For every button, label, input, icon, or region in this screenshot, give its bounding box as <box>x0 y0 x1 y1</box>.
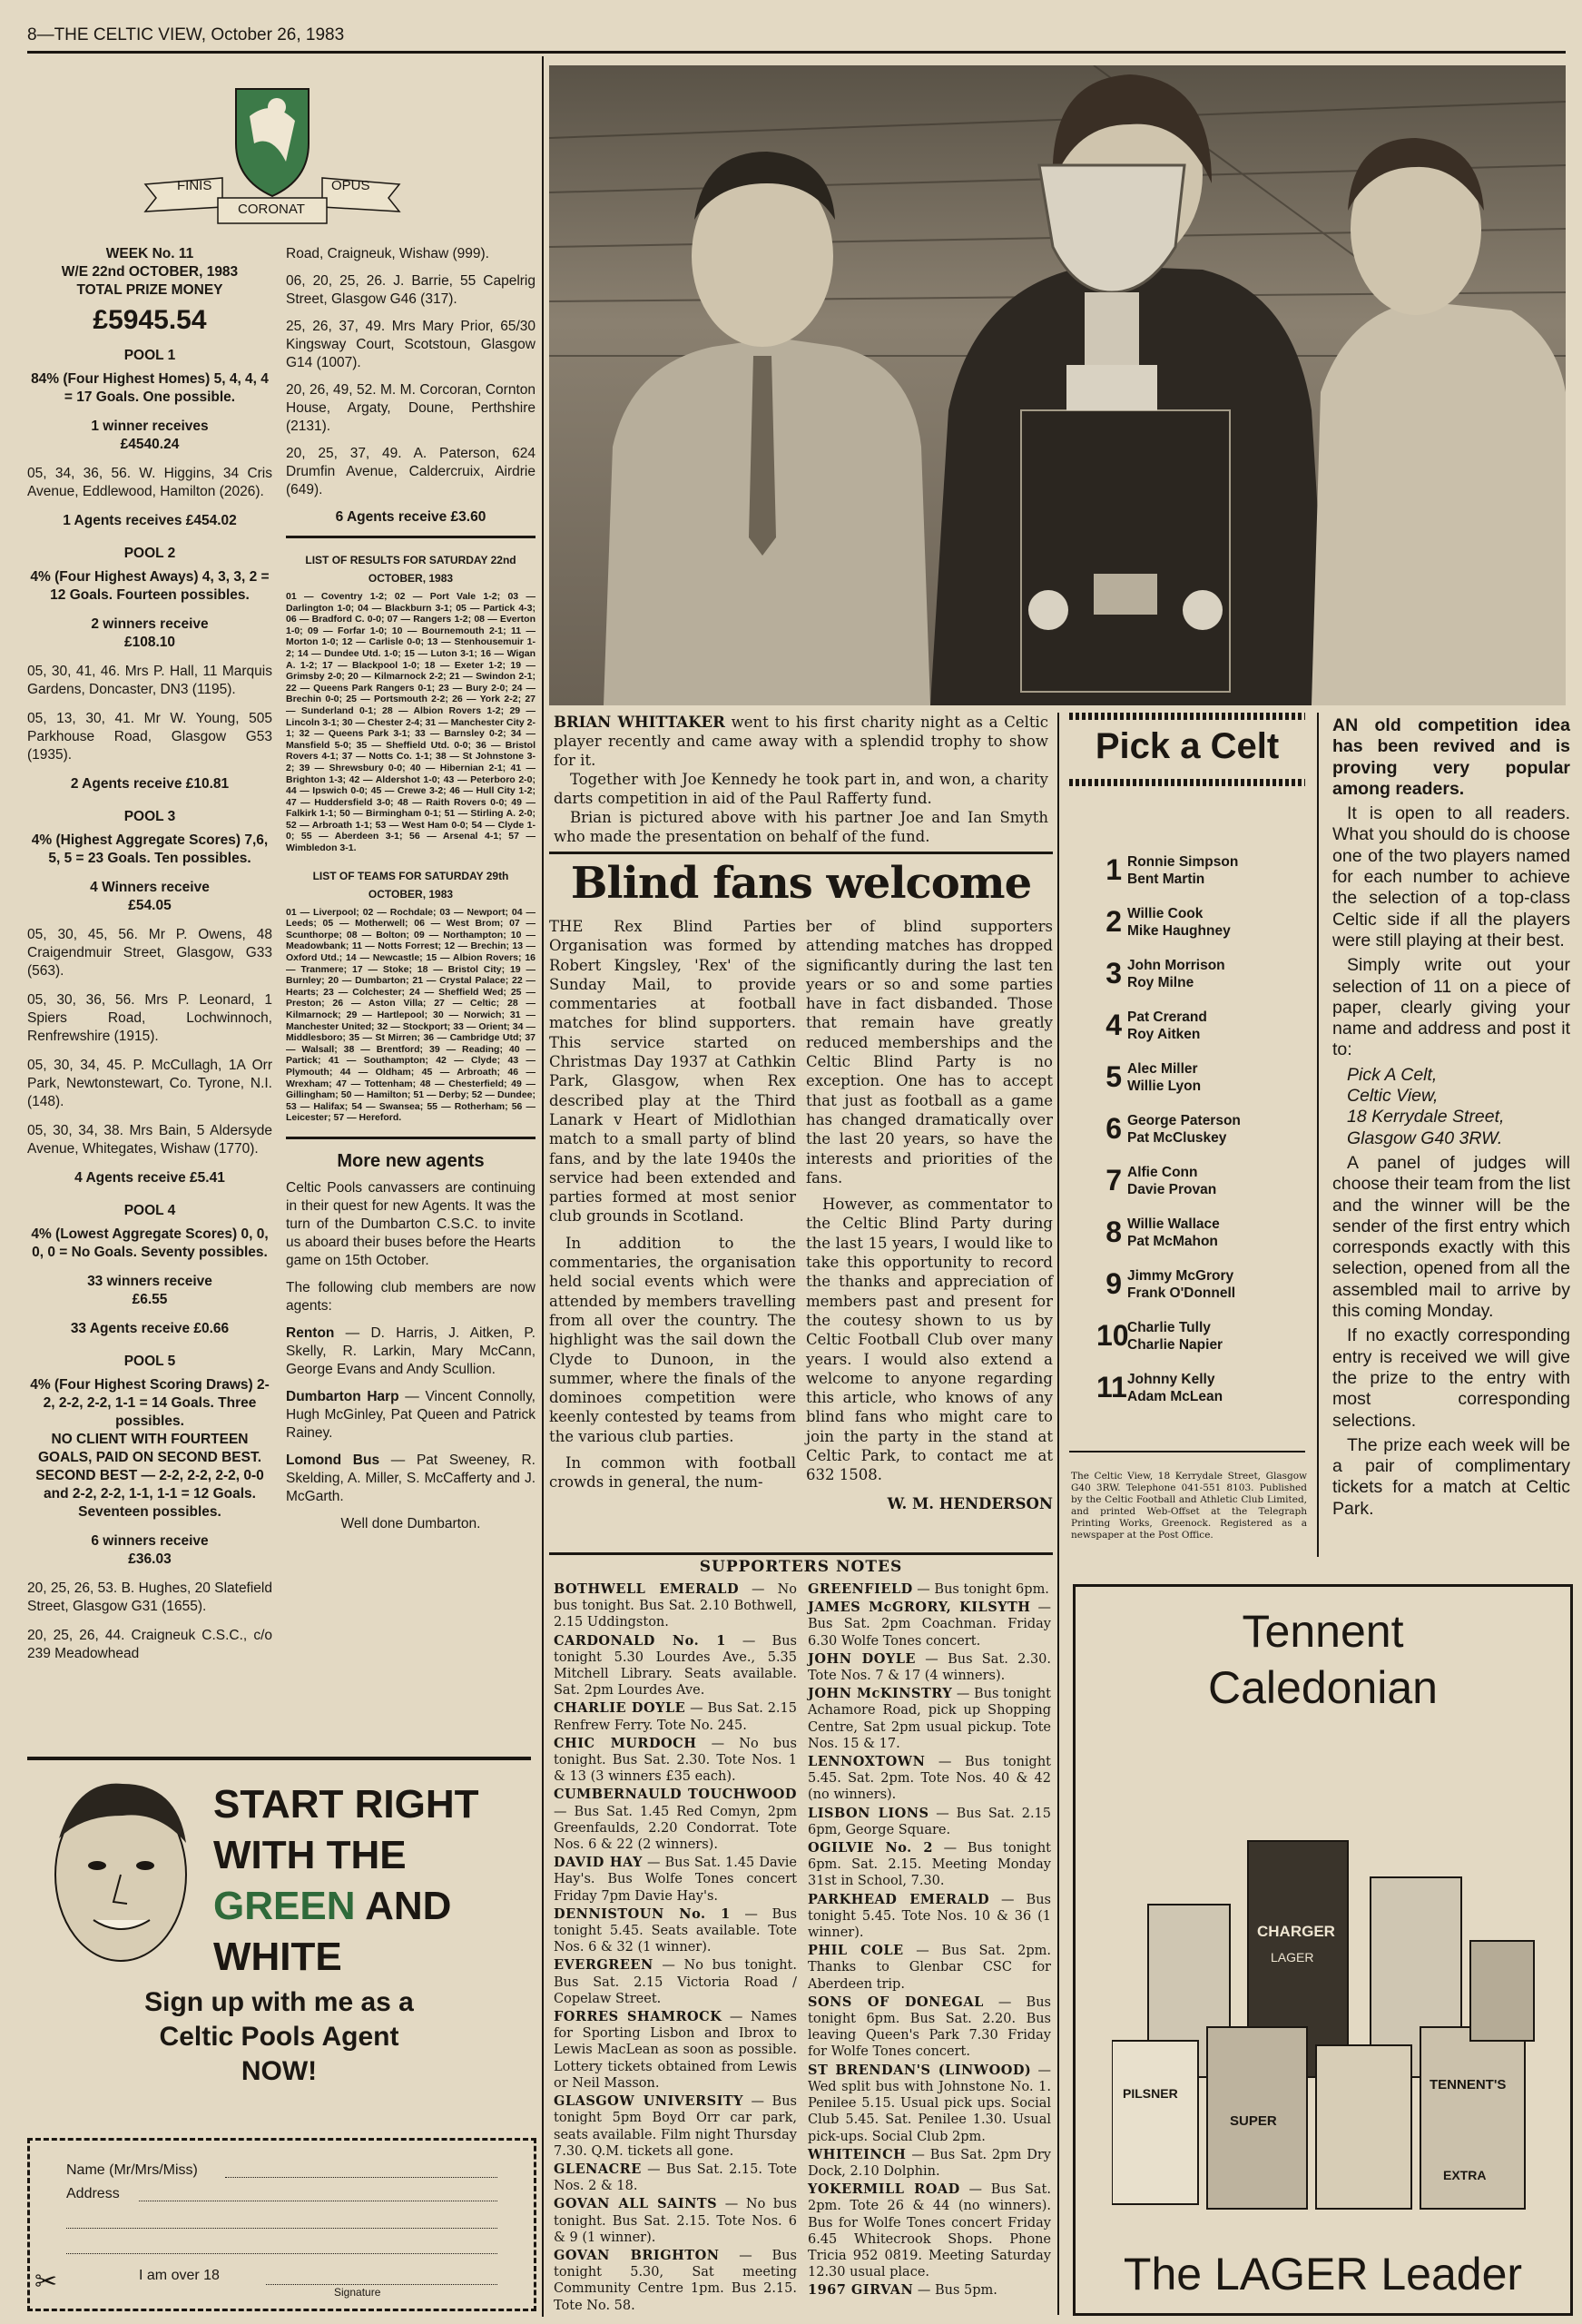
agents-harp <box>286 1388 536 1443</box>
pool1-winner-count: 1 winner receives <box>91 419 209 434</box>
pools-continued <box>286 245 536 1542</box>
pool4-agents: 33 Agents receive £0.66 <box>70 1321 230 1336</box>
club-name: BOTHWELL EMERALD <box>554 1581 740 1597</box>
results-list: 01 — Coventry 1-2; 02 — Port Vale 1-2; 03 — Darlington 1-0; 04 — Blackburn 3-1; 05 — Partick 4-3; 06 — Bradford C. 0-0; 07 — Rangers 1-2; 08 — Everton 1-0; 09 — Forfar 1-0; 10 — Bournemouth 2-1; 11 — Morton 1-0; 12 — Carlisle 0-0; 13 — Stenhousemuir 1-2; 14 — Dundee Utd. 1-0; 15 — Luton 3-1; 16 — Wigan A. 1-2; 17 — Blackpool 1-0; 18 — Exeter 1-2; 19 — Grimsby 2-0; 20 — Kilmarnock 2-2; 21 — Swindon 2-1; 22 — Queens Park Rangers 0-1; 23 — Bury 2-0; 24 — Brechin 0-0; 25 — Portsmouth 2-2; 26 — York 2-2; 27 — Sunderland 0-1; 28 — Albion Rovers 1-2; 29 — Lincoln 3-1; 30 — Chester 2-4; 31 — Manchester City 2-1; 32 — Queens Park 3-1; 33 — Barnsley 0-2; 34 — Mansfield 5-0; 35 — Sheffield Utd. 0-0; 36 — Bristol Rovers 4-1; 37 — Notts Co. 1-1; 38 — St Johnstone 3-2; 39 — Shrewsbury 0-0; 40 — Hibernian 2-1; 41 — Brighton 1-3; 42 — Aldershot 1-0; 43 — Peterboro 2-0; 44 — Ipswich 0-0; 45 — Crewe 3-2; 46 — Hull City 1-2; 47 — Huddersfield 3-0; 48 — Raith Rovers 0-0; 49 — Falkirk 1-1; 50 — Birmingham 0-1; 51 — Stirling A. 2-0; 52 — Arbroath 1-1; 53 — West Ham 0-0; 54 — Clyde 1-0; 55 — Aberdeen 3-1; 56 — Arsenal 4-1; 57 — Wimbledon 3-1. <box>286 591 536 854</box>
coupon-address-line[interactable] <box>66 2253 497 2254</box>
club-name: GREENFIELD <box>808 1581 913 1597</box>
player-option: Willie Wallace <box>1127 1216 1220 1232</box>
club-agents: — D. Harris, J. Aitken, P. Skelly, R. Larkin, Mary McCann, George Evans and Andy Scullion. <box>286 1324 536 1377</box>
player-option: Alec Miller <box>1127 1060 1198 1077</box>
advert-sub-3: NOW! <box>241 2056 318 2086</box>
club-name: LENNOXTOWN <box>808 1754 926 1770</box>
supporters-note <box>554 1906 797 1956</box>
pick-border <box>1069 779 1305 786</box>
pools-results <box>27 245 272 1674</box>
caption-lead: BRIAN WHITTAKER <box>554 714 725 731</box>
blind-column-2 <box>806 917 1053 1513</box>
note-text: — Bus Sat. 2pm. Tote 26 & 44 (no winners). Bus for Wolfe Tones concert Friday 6.45 Whitecrook Shops. Phone Tricia 952 0819. Meeting Saturday 12.30 usual place. <box>808 2182 1051 2280</box>
club-agents: — Pat Sweeney, R. Skelding, A. Miller, S. McCafferty and J. McGarth. <box>286 1452 536 1504</box>
supporters-column-2 <box>808 1581 1051 2301</box>
section-rule <box>27 1757 531 1760</box>
note-text: — Bus tonight 6pm. Bus Sat. 2.20. Bus leaving Queen's Park 7.30 Friday for Wolfe Tones concert. <box>808 1994 1051 2060</box>
note-text: — Bus tonight 5.45. Tote Nos. 10 & 36 (1 winner). <box>808 1892 1051 1941</box>
player-option: Ronnie Simpson <box>1127 853 1239 870</box>
coupon-address-line[interactable] <box>66 2228 497 2229</box>
player-option: Davie Provan <box>1127 1181 1217 1197</box>
supporters-note <box>808 1754 1051 1804</box>
club-name: CHARLIE DOYLE <box>554 1700 686 1717</box>
pool5-title: POOL 5 <box>123 1354 176 1369</box>
note-text: — Bus tonight Achamore Road, pick up Shopping Centre, Sat 2pm usual pickup. Tote Nos. 15 & 17. <box>808 1687 1051 1751</box>
club-name: CHIC MURDOCH <box>554 1735 697 1751</box>
pool5-entry: 20, 26, 49, 52. M. M. Corcoran, Cornton House, Argaty, Doune, Perthshire (2131). <box>286 382 536 434</box>
week-number: WEEK No. 11 <box>105 246 194 261</box>
note-text: — Bus Sat. 2pm. Thanks to Glenbar CSC for Aberdeen trip. <box>808 1944 1051 1992</box>
pool3-entry: 05, 30, 34, 38. Mrs Bain, 5 Aldersyde Avenue, Whitegates, Wishaw (1770). <box>27 1123 272 1157</box>
advert-green: GREEN <box>213 1884 356 1928</box>
pool3-entry: 05, 30, 36, 56. Mrs P. Leonard, 1 Spiers Road, Lochwinnoch, Renfrewshire (1915). <box>27 992 272 1044</box>
advert-headline-1: START RIGHT <box>213 1782 479 1827</box>
club-name: CUMBERNAULD TOUCHWOOD <box>554 1787 797 1803</box>
note-text: — Bus tonight 5pm Boyd Orr car park, seats available. Film night Thursday 7.30. Q.M. tickets all gone. <box>554 2094 797 2159</box>
article-byline: W. M. HENDERSON <box>887 1494 1053 1512</box>
pick-row <box>1096 1206 1305 1258</box>
masthead-rule <box>27 51 1566 54</box>
supporters-note <box>808 1840 1051 1890</box>
advert-headline-2: WITH THE <box>213 1833 407 1877</box>
pick-number: 7 <box>1105 1164 1122 1196</box>
supporters-note <box>808 1943 1051 1993</box>
blind-column-1 <box>549 917 796 1492</box>
article-title: More new agents <box>337 1150 485 1171</box>
caption-lead-text: went to his first charity night as a Celtic player recently and came away with a splendid trophy to show for it. <box>554 714 1049 769</box>
note-text: — No bus tonight. Bus Sat. 2.10 Bothwell, 2.15 Uddingston. <box>554 1582 797 1630</box>
supporters-note <box>554 1787 797 1853</box>
pool1-entry: 05, 34, 36, 56. W. Higgins, 34 Cris Avenue, Eddlewood, Hamilton (2026). <box>27 466 272 499</box>
player-option: Mike Haughney <box>1127 922 1231 939</box>
more-agents-article <box>286 1152 536 1533</box>
week-ending: W/E 22nd OCTOBER, 1983 <box>61 264 239 280</box>
supporters-note <box>808 1651 1051 1684</box>
pool5-amount: £36.03 <box>128 1551 172 1567</box>
note-text: — Wed split bus with Johnstone No. 1. Penilee 5.15. Usual pick ups. Social Club 5.45. Sat. Penilee 1.30. Usual pick-ups. Social Club 2pm. <box>808 2063 1051 2144</box>
note-text: — Bus Sat. 2pm Dry Dock, 2.10 Dolphin. <box>808 2147 1051 2179</box>
pick-number: 8 <box>1105 1216 1122 1248</box>
coupon-signature-label: Signature <box>334 2286 381 2299</box>
address-line: Pick A Celt, <box>1347 1064 1438 1085</box>
pick-players <box>1127 1060 1201 1095</box>
advert-sub-1: Sign up with me as a <box>144 1987 414 2017</box>
agents-lomond <box>286 1452 536 1506</box>
column-rule <box>1057 713 1059 2315</box>
note-text: — Bus Sat. 2.15 6pm, George Square. <box>808 1806 1052 1837</box>
agent-coupon <box>27 2138 536 2311</box>
pick-number: 3 <box>1105 957 1122 990</box>
article-paragraph: In addition to the commentaries, the organisation held social events which were attended by members travelling from all over the country. The highlight was the sail down the Clyde to Dunoon, in the summer, where the finals of the dominoes competition were keenly contested by teams from the various club parties. <box>549 1234 796 1445</box>
photo-caption <box>554 713 1048 846</box>
pool1-title: POOL 1 <box>123 348 176 363</box>
can-label: TENNENT'S <box>1430 2077 1507 2093</box>
scissors-icon: ✂ <box>34 2267 58 2297</box>
beer-cans-illustration <box>1112 1823 1538 2231</box>
note-text: — Bus Sat. 2pm Coachman. Friday 6.30 Wolfe Tones concert. <box>808 1600 1051 1649</box>
supporters-note <box>554 1855 797 1905</box>
player-option: Willie Lyon <box>1127 1078 1202 1094</box>
pick-players <box>1127 1009 1207 1043</box>
pick-row <box>1096 896 1305 948</box>
supporters-note <box>554 1633 797 1699</box>
player-option: Alfie Conn <box>1127 1164 1198 1180</box>
pick-row <box>1096 948 1305 1000</box>
supporters-note <box>808 1892 1051 1942</box>
club-agents: — Vincent Connolly, Hugh McGinley, Pat Queen and Patrick Rainey. <box>286 1388 536 1441</box>
section-rule <box>1069 1451 1305 1452</box>
pool5-entry: 25, 26, 37, 49. Mrs Mary Prior, 65/30 Kingsway Court, Scotstoun, Glasgow G14 (1007). <box>286 319 536 370</box>
pool2-entry: 05, 30, 41, 46. Mrs P. Hall, 11 Marquis Gardens, Doncaster, DN3 (1195). <box>27 664 272 697</box>
pick-list <box>1096 844 1305 1413</box>
club-name: EVERGREEN <box>554 1957 653 1974</box>
note-text: — Bus tonight 5.30, Sat meeting Community Centre 1pm. Bus 2.15. Tote No. 58. <box>554 2248 797 2313</box>
pick-number: 1 <box>1105 853 1122 886</box>
supporters-note <box>554 1736 797 1786</box>
pick-title: Pick a Celt <box>1095 726 1280 766</box>
supporters-note <box>808 1806 1051 1838</box>
pick-row <box>1096 1258 1305 1310</box>
pick-number: 4 <box>1105 1009 1122 1041</box>
address-line: 18 Kerrydale Street, <box>1347 1107 1505 1128</box>
pool4-amount: £6.55 <box>132 1292 168 1307</box>
club-name: Dumbarton Harp <box>286 1388 399 1404</box>
player-option: Roy Aitken <box>1127 1026 1201 1042</box>
can-label: SUPER <box>1230 2113 1277 2129</box>
supporters-note <box>808 1581 1051 1598</box>
pick-players <box>1127 1164 1216 1198</box>
pool3-title: POOL 3 <box>123 809 176 824</box>
note-text: — No bus tonight. Bus Sat. 2.15. Tote Nos. 6 & 9 (1 winner). <box>554 2197 797 2245</box>
pool1-amount: £4540.24 <box>120 437 180 452</box>
pick-row <box>1096 1362 1305 1413</box>
coupon-name-label: Name (Mr/Mrs/Miss) <box>66 2162 198 2178</box>
supporters-note <box>808 1994 1051 2061</box>
supporters-note <box>554 1700 797 1733</box>
trophy-photo <box>549 65 1566 705</box>
club-name: PHIL COLE <box>808 1943 904 1959</box>
supporters-note <box>808 2063 1051 2145</box>
pick-players <box>1127 1216 1220 1250</box>
total-prize-money: £5945.54 <box>93 305 207 335</box>
pick-players <box>1127 1112 1241 1147</box>
ad-brand-line-2: Caledonian <box>1208 1662 1438 1713</box>
note-text: — Bus tonight 5.30 Lourdes Ave., 5.35 Mitchell Library. Seats available. Sat. 2pm Lourdes Ave. <box>554 1633 797 1699</box>
club-name: JAMES McGRORY, KILSYTH <box>808 1600 1031 1616</box>
pick-row <box>1096 1000 1305 1051</box>
pool5-entry: 20, 25, 37, 49. A. Paterson, 624 Drumfin Avenue, Caldercruix, Airdrie (649). <box>286 446 536 497</box>
competition-paragraph: The prize each week will be a pair of complimentary tickets for a match at Celtic Park. <box>1332 1434 1570 1519</box>
results-title: LIST OF RESULTS FOR SATURDAY 22nd OCTOBER, 1983 <box>305 554 516 585</box>
article-paragraph: The following club members are now agents: <box>286 1279 536 1314</box>
pool3-entry: 05, 30, 34, 45. P. McCullagh, 1A Orr Park, Newtonstewart, Co. Tyrone, N.I. (148). <box>27 1058 272 1109</box>
column-rule <box>542 56 544 2317</box>
pick-players <box>1127 1267 1235 1302</box>
supporters-note <box>808 2181 1051 2280</box>
pool3-entry: 05, 30, 45, 56. Mr P. Owens, 48 Craigendmuir Street, Glasgow, G33 (563). <box>27 927 272 979</box>
pool4-description: 4% (Lowest Aggregate Scores) 0, 0, 0, 0 = No Goals. Seventy possibles. <box>31 1226 269 1260</box>
competition-article <box>1332 715 1570 1523</box>
club-name: ST BRENDAN'S (LINWOOD) <box>808 2062 1032 2078</box>
can-label: CHARGER <box>1257 1923 1335 1940</box>
note-text: — No bus tonight. Bus Sat. 2.30. Tote Nos. 1 & 13 (3 winners £35 each). <box>554 1736 797 1785</box>
pick-number: 6 <box>1105 1112 1122 1145</box>
ad-brand-line-1: Tennent <box>1242 1606 1404 1657</box>
player-option: John Morrison <box>1127 957 1225 973</box>
total-prize-label: TOTAL PRIZE MONEY <box>76 282 223 298</box>
note-text: — Bus Sat. 2.15 Renfrew Ferry. Tote No. 245. <box>554 1701 797 1733</box>
section-rule <box>549 852 1053 854</box>
address-line: Celtic View, <box>1347 1086 1439 1107</box>
pool3-winner-count: 4 Winners receive <box>90 880 210 895</box>
club-name: CARDONALD No. 1 <box>554 1632 726 1649</box>
supporters-note <box>554 2009 797 2092</box>
article-paragraph: THE Rex Blind Parties Organisation was formed by Robert Kingsley, 'Rex' of the Sunday Mail, to provide commentaries at football matches for blind supporters. This service started on Christmas Day 1937 at Cathkin Park, Glasgow, when Rex described play at the Third Lanark v Heart of Midlothian match to a small party of blind fans, and by the late 1940s the service had been extended and parties formed at most senior club grounds in Scotland. <box>549 918 796 1226</box>
player-option: Jimmy McGrory <box>1127 1267 1234 1284</box>
supporters-note <box>808 2282 1051 2299</box>
pool2-entry: 05, 13, 30, 41. Mr W. Young, 505 Parkhouse Road, Glasgow G53 (1935). <box>27 711 272 763</box>
section-rule <box>286 536 536 538</box>
column-rule <box>1317 713 1319 1557</box>
pick-row <box>1096 844 1305 896</box>
agents-renton <box>286 1324 536 1379</box>
pool5-winner-count: 6 winners receive <box>91 1533 209 1549</box>
club-name: Renton <box>286 1324 335 1341</box>
pool2-winner-count: 2 winners receive <box>91 616 209 632</box>
pool1-agents: 1 Agents receives £454.02 <box>63 513 237 528</box>
can-label: LAGER <box>1271 1950 1314 1965</box>
supporters-note <box>554 2093 797 2160</box>
pick-players <box>1127 1319 1223 1354</box>
pool5-agents: 6 Agents receive £3.60 <box>335 509 486 525</box>
supporters-note <box>554 2196 797 2246</box>
crest-motto-right: OPUS <box>331 178 370 193</box>
crest-motto-bottom: CORONAT <box>238 202 305 217</box>
supporters-note <box>808 1686 1051 1752</box>
club-name: Lomond Bus <box>286 1452 380 1468</box>
teams-list: 01 — Liverpool; 02 — Rochdale; 03 — Newport; 04 — Leeds; 05 — Motherwell; 06 — West Brom; 07 — Scunthorpe; 08 — Bolton; 09 — Northampton; 10 — Meadowbank; 11 — Notts Forrest; 12 — Brechin; 13 — Oxford Utd.; 14 — Newcastle; 15 — Albion Rovers; 16 — Tranmere; 17 — Stoke; 18 — Bristol City; 19 — Burnley; 20 — Dumbarton; 21 — Crystal Palace; 22 — Hearts; 23 — Colchester; 24 — Sheffield Wed; 25 — Preston; 26 — Aston Villa; 27 — Celtic; 28 — Kilmarnock; 29 — Hartlepool; 30 — Norwich; 31 — Manchester United; 32 — Stockport; 33 — Orient; 34 — Middlesboro; 35 — St Mirren; 36 — Cambridge Utd; 37 — Walsall; 38 — Brentford; 39 — Reading; 40 — Partick; 41 — Southampton; 42 — Clyde; 43 — Plymouth; 44 — Oldham; 45 — Arbroath; 46 — Wrexham; 47 — Tottenham; 48 — Chesterfield; 49 — Gillingham; 50 — Hamilton; 51 — Derby; 52 — Dundee; 53 — Halifax; 54 — Swansea; 55 — Rotherham; 56 — Leicester; 57 — Hereford. <box>286 906 536 1124</box>
can-label: PILSNER <box>1123 2086 1178 2101</box>
competition-paragraph: If no exactly corresponding entry is received we will give the prize to the entry with most corresponding selections. <box>1332 1325 1570 1431</box>
player-option: Pat McMahon <box>1127 1233 1218 1249</box>
section-rule <box>286 1137 536 1139</box>
pick-number: 11 <box>1096 1371 1127 1403</box>
player-option: Frank O'Donnell <box>1127 1285 1236 1301</box>
competition-paragraph: Simply write out your selection of 11 on a piece of paper, clearly giving your name and address and post it to: <box>1332 955 1570 1060</box>
article-title: Blind fans welcome <box>570 858 1032 909</box>
teams-title: LIST OF TEAMS FOR SATURDAY 29th OCTOBER, 1983 <box>312 869 509 901</box>
note-text: — No bus tonight. Bus Sat. 2.15 Victoria Road / Copelaw Street. <box>554 1958 797 2006</box>
supporters-notes-title: SUPPORTERS NOTES <box>699 1558 903 1576</box>
pool5-note: NO CLIENT WITH FOURTEEN GOALS, PAID ON SECOND BEST. SECOND BEST — 2-2, 2-2, 2-2, 0-0 and 2-2, 2-2, 1-1, 1-1 = 12 Goals. Seventeen possibles. <box>35 1432 264 1520</box>
note-text: — Bus tonight 5.45. Sat. 2pm. Tote Nos. 40 & 42 (no winners). <box>808 1755 1051 1803</box>
club-name: SONS OF DONEGAL <box>808 1994 984 2010</box>
player-option: Roy Milne <box>1127 974 1194 990</box>
supporters-note <box>808 1600 1051 1649</box>
pick-players <box>1127 905 1231 940</box>
competition-intro: AN old competition idea has been revived and is proving very popular among readers. <box>1332 715 1570 799</box>
club-crest <box>136 80 408 230</box>
advert-sub-2: Celtic Pools Agent <box>159 2022 399 2052</box>
player-option: Charlie Napier <box>1127 1336 1223 1353</box>
coupon-address-label: Address <box>66 2186 120 2201</box>
club-name: OGILVIE No. 2 <box>808 1840 933 1856</box>
pick-players <box>1127 853 1238 888</box>
address-line: Glasgow G40 3RW. <box>1347 1128 1503 1148</box>
publisher-imprint: The Celtic View, 18 Kerrydale Street, Glasgow G40 3RW. Telephone 041-551 8103. Published by the Celtic Football and Athletic Club Limited, and printed Web-Offset at the Telegraph Printing Works, Greenock. Registered as a newspaper at the Post Office. <box>1071 1471 1307 1541</box>
ad-tagline: The LAGER Leader <box>1123 2249 1523 2299</box>
pick-border <box>1069 713 1305 720</box>
supporters-note <box>554 2248 797 2314</box>
player-option: Willie Cook <box>1127 905 1204 921</box>
pick-players <box>1127 1371 1223 1405</box>
club-name: YOKERMILL ROAD <box>808 2181 960 2198</box>
club-name: DAVID HAY <box>554 1855 643 1871</box>
club-name: JOHN McKINSTRY <box>808 1686 953 1702</box>
article-paragraph: However, as commentator to the Celtic Blind Party during the last 15 years, I would like to take this opportunity to record the thanks and appreciation of members past and present for the coutesy shown to us by Celtic Football Club over many years. I would also extend a welcome to anyone regarding this article, who knows of any blind fans who might care to join the party in the stand at Celtic Park, to contact me at 632 1508. <box>806 1196 1053 1484</box>
coupon-name-line[interactable] <box>225 2177 497 2178</box>
player-option: Bent Martin <box>1127 871 1205 887</box>
player-option: Pat Crerand <box>1127 1009 1207 1025</box>
agent-portrait <box>41 1775 200 1970</box>
competition-paragraph: A panel of judges will choose their team from the list and the winner will be the sender of the first entry which corresponds exactly with this selection, opened from all the assembled mail to arrive by this coming Monday. <box>1332 1152 1570 1322</box>
supporters-note <box>554 2162 797 2194</box>
can-label: EXTRA <box>1443 2168 1487 2182</box>
pick-number: 9 <box>1105 1267 1122 1300</box>
pool3-amount: £54.05 <box>128 898 172 913</box>
club-name: GOVAN ALL SAINTS <box>554 2196 718 2212</box>
note-text: — Bus Sat. 1.45 Davie Hay's. Bus Wolfe Tones concert Friday 7pm Davie Hay's. <box>554 1856 797 1904</box>
pick-number: 2 <box>1105 905 1122 938</box>
note-text: — Bus tonight 6pm. <box>912 1582 1049 1597</box>
pool3-description: 4% (Highest Aggregate Scores) 7,6, 5, 5 = 23 Goals. Ten possibles. <box>31 832 269 866</box>
pool3-agents: 4 Agents receive £5.41 <box>74 1170 225 1186</box>
pick-players <box>1127 957 1225 991</box>
article-paragraph: Celtic Pools canvassers are continuing in their quest for new Agents. It was the turn of the Dumbarton C.S.C. to invite us aboard their buses before the Hearts game on 15th October. <box>286 1179 536 1268</box>
pick-row <box>1096 1051 1305 1103</box>
pool5-description: 4% (Four Highest Scoring Draws) 2-2, 2-2, 2-2, 1-1 = 14 Goals. Three possibles. <box>30 1377 270 1429</box>
player-option: Pat McCluskey <box>1127 1129 1227 1146</box>
masthead: 8—THE CELTIC VIEW, October 26, 1983 <box>27 25 345 44</box>
player-option: George Paterson <box>1127 1112 1241 1128</box>
advert-and-white: AND WHITE <box>213 1884 452 1979</box>
article-closing: Well done Dumbarton. <box>340 1515 481 1531</box>
club-name: GLENACRE <box>554 2161 642 2177</box>
pool2-agents: 2 Agents receive £10.81 <box>70 776 230 792</box>
pool5-entry: 06, 20, 25, 26. J. Barrie, 55 Capelrig Street, Glasgow G46 (317). <box>286 273 536 307</box>
player-option: Adam McLean <box>1127 1388 1223 1404</box>
tennent-advert <box>1073 1584 1573 2316</box>
pool5-entry: Road, Craigneuk, Wishaw (999). <box>286 246 489 261</box>
pick-row <box>1096 1310 1305 1362</box>
club-name: GOVAN BRIGHTON <box>554 2247 720 2263</box>
supporters-note <box>808 2147 1051 2180</box>
supporters-note <box>554 1957 797 2007</box>
club-name: JOHN DOYLE <box>808 1650 916 1667</box>
crest-motto-left: FINIS <box>177 178 212 193</box>
note-text: — Names for Sporting Lisbon and Ibrox to Lewis MacLean as soon as possible. Lottery tickets obtained from Lewis or Neil Masson. <box>554 2010 797 2091</box>
player-option: Charlie Tully <box>1127 1319 1211 1335</box>
blind-fans-article <box>549 858 1053 909</box>
caption-paragraph: Together with Joe Kennedy he took part in, and won, a charity darts competition in aid of the Paul Rafferty fund. <box>554 771 1048 807</box>
club-name: FORRES SHAMROCK <box>554 2009 722 2025</box>
note-text: — Bus Sat. 2.15. Tote Nos. 2 & 18. <box>554 2162 797 2194</box>
note-text: — Bus 5pm. <box>913 2283 997 2299</box>
caption-paragraph: Brian is pictured above with his partner Joe and Ian Smyth who made the presentation on behalf of the fund. <box>554 809 1048 845</box>
article-paragraph: In common with football crowds in general, the num- <box>549 1454 796 1492</box>
coupon-age-label: I am over 18 <box>139 2268 220 2283</box>
player-option: Johnny Kelly <box>1127 1371 1215 1387</box>
pool2-title: POOL 2 <box>123 546 176 561</box>
club-name: LISBON LIONS <box>808 1805 929 1821</box>
pool2-description: 4% (Four Highest Aways) 4, 3, 3, 2 = 12 Goals. Fourteen possibles. <box>30 569 270 603</box>
competition-paragraph: It is open to all readers. What you should do is choose one of the two players named for each number to achieve the selection of a top-class Celtic side if all the players were still playing at their best. <box>1332 803 1570 950</box>
coupon-signature-line[interactable] <box>266 2284 497 2285</box>
note-text: — Bus tonight 5.45. Seats available. Tote Nos. 6 & 32 (1 winner). <box>554 1906 797 1955</box>
club-name: PARKHEAD EMERALD <box>808 1891 990 1907</box>
supporters-column-1 <box>554 1581 797 2316</box>
club-name: GLASGOW UNIVERSITY <box>554 2093 743 2110</box>
pool2-amount: £108.10 <box>123 635 176 650</box>
pick-row <box>1096 1103 1305 1155</box>
pools-agent-advert <box>27 1766 531 2156</box>
caption-paragraph <box>554 713 1048 770</box>
club-name: 1967 GIRVAN <box>808 2282 914 2299</box>
pick-number: 5 <box>1105 1060 1122 1093</box>
pool5-entry: 20, 25, 26, 53. B. Hughes, 20 Slatefield Street, Glasgow G31 (1655). <box>27 1581 272 1614</box>
pick-number: 10 <box>1096 1319 1129 1352</box>
note-text: — Bus Sat. 1.45 Red Comyn, 2pm Greenfaulds, 2.20 Condorrat. Tote Nos. 6 & 22 (2 winners). <box>554 1804 797 1853</box>
pool4-winner-count: 33 winners receive <box>87 1274 212 1289</box>
pool1-description: 84% (Four Highest Homes) 5, 4, 4, 4 = 17 Goals. One possible. <box>31 371 269 405</box>
article-paragraph: ber of blind supporters attending matches has dropped significantly during the last ten years or so and some parties have in fact disbanded. Those that remain have greatly reduced memberships and the Celtic Blind Party is no exception. One has to accept that just as football as a game has changed dramatically over the last 20 years, so have the interests and priorities of the fans. <box>806 918 1053 1187</box>
club-name: DENNISTOUN No. 1 <box>554 1905 731 1922</box>
supporters-note <box>554 1581 797 1631</box>
competition-address <box>1332 1065 1570 1149</box>
pick-row <box>1096 1155 1305 1206</box>
pool5-entry: 20, 25, 26, 44. Craigneuk C.S.C., c/o 239 Meadowhead <box>27 1628 272 1661</box>
advert-headline-3 <box>213 1881 531 1983</box>
section-rule <box>549 1552 1053 1555</box>
pool4-title: POOL 4 <box>123 1203 176 1218</box>
club-name: WHITEINCH <box>808 2146 907 2162</box>
note-text: — Bus tonight 6pm. Sat. 2.15. Meeting Monday 31st in School, 7.30. <box>808 1841 1052 1889</box>
note-text: — Bus Sat. 2.30. Tote Nos. 7 & 17 (4 winners). <box>808 1651 1052 1684</box>
